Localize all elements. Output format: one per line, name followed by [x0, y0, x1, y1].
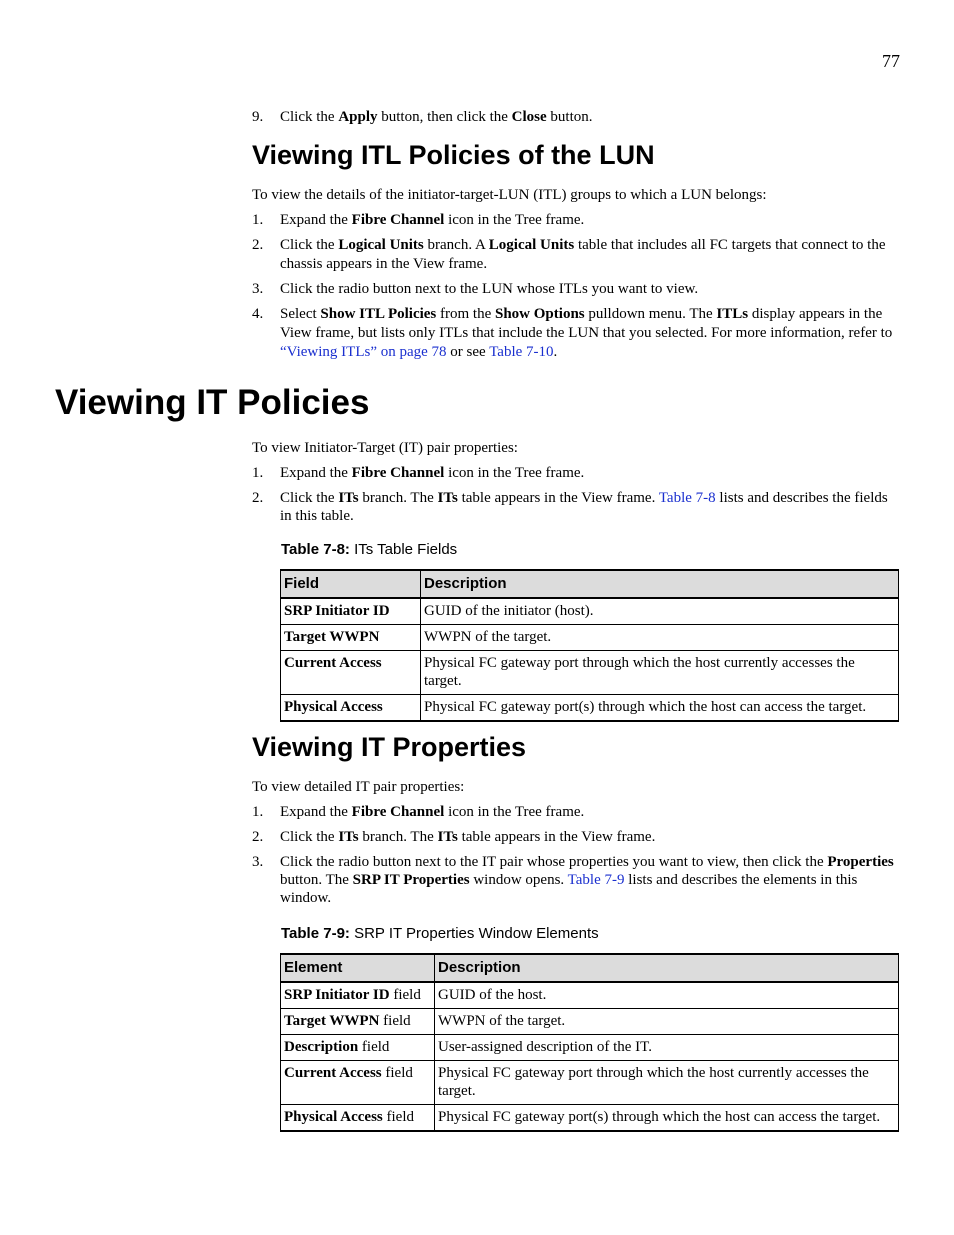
- text: table that includes all FC targets that connect to the chassis appears in the View frame.: [280, 237, 886, 272]
- its-table: [280, 569, 899, 722]
- table-row: [281, 1009, 899, 1035]
- field-cell: Current Access: [281, 651, 421, 695]
- field-suffix: field: [382, 1109, 414, 1125]
- text: Click the: [280, 109, 339, 125]
- caption-label: Table 7-9:: [281, 925, 350, 942]
- text: table appears in the View frame.: [457, 829, 656, 845]
- text: button. The: [280, 872, 353, 888]
- text: Click the radio button next to the IT pair whose properties you want to view, then click the: [280, 854, 828, 870]
- description-cell: Physical FC gateway port(s) through which the host can access the target.: [421, 695, 899, 722]
- link-table-7-8[interactable]: Table 7-8: [658, 490, 716, 506]
- bold-term: Show Options: [495, 306, 585, 322]
- heading-it-properties: Viewing IT Properties: [252, 732, 527, 762]
- table-row: [281, 1105, 899, 1132]
- element-cell: [281, 982, 435, 1009]
- it-policies-intro: To view Initiator-Target (IT) pair properties:: [252, 440, 518, 456]
- table-row: [281, 651, 899, 695]
- element-name: Target WWPN: [284, 1013, 380, 1029]
- text: Expand the: [280, 804, 352, 820]
- field-suffix: field: [381, 1065, 413, 1081]
- field-suffix: field: [358, 1039, 390, 1055]
- text: Click the: [280, 829, 339, 845]
- step-number: 1.: [252, 804, 264, 820]
- text: button, then click the: [377, 109, 512, 125]
- table-row: [281, 1061, 899, 1105]
- it-properties-step-2: [252, 828, 897, 846]
- text: button.: [546, 109, 593, 125]
- text: icon in the Tree frame.: [444, 465, 585, 481]
- text: window opens.: [469, 872, 568, 888]
- link-viewing-itls[interactable]: “Viewing ITLs” on page 78: [280, 344, 447, 360]
- element-name: Current Access: [284, 1065, 382, 1081]
- bold-term: Properties: [827, 854, 894, 870]
- field-cell: SRP Initiator ID: [281, 598, 421, 625]
- text: branch. A: [423, 237, 489, 253]
- page-number: 77: [882, 51, 900, 71]
- heading-it-policies: Viewing IT Policies: [55, 383, 370, 422]
- text: branch. The: [358, 829, 438, 845]
- description-cell: GUID of the host.: [435, 982, 899, 1009]
- text: Click the: [280, 237, 339, 253]
- table-row: [281, 625, 899, 651]
- table-header-row: [281, 570, 899, 598]
- text: Click the radio button next to the LUN whose ITLs you want to view.: [280, 281, 699, 297]
- description-cell: User-assigned description of the IT.: [435, 1035, 899, 1061]
- step-number: 3.: [252, 281, 264, 297]
- column-header: Field: [281, 570, 421, 598]
- itl-step-3: [252, 280, 897, 298]
- step-number: 3.: [252, 854, 264, 870]
- link-table-7-9[interactable]: Table 7-9: [567, 872, 625, 888]
- table-header-row: [281, 954, 899, 982]
- text: .: [553, 344, 558, 360]
- table-row: [281, 982, 899, 1009]
- element-cell: [281, 1105, 435, 1132]
- field-suffix: field: [379, 1013, 411, 1029]
- description-cell: GUID of the initiator (host).: [421, 598, 899, 625]
- description-cell: Physical FC gateway port(s) through which the host can access the target.: [435, 1105, 899, 1132]
- element-cell: [281, 1061, 435, 1105]
- text: from the: [436, 306, 495, 322]
- text: branch. The: [358, 490, 438, 506]
- text: lists and describes the fields in this table.: [280, 490, 888, 524]
- it-policies-step-1: [252, 464, 897, 482]
- step-number: 1.: [252, 465, 264, 481]
- description-cell: WWPN of the target.: [435, 1009, 899, 1035]
- element-name: SRP Initiator ID: [284, 987, 390, 1003]
- itl-step-1: [252, 211, 897, 229]
- caption-label: Table 7-8:: [281, 541, 350, 558]
- element-cell: [281, 1009, 435, 1035]
- bold-term: ITs: [437, 829, 458, 845]
- bold-term: Show ITL Policies: [320, 306, 437, 322]
- element-name: Description: [284, 1039, 359, 1055]
- step-number: 2.: [252, 237, 264, 253]
- it-policies-step-2: [252, 489, 897, 525]
- step-number: 9.: [252, 109, 264, 125]
- text: table appears in the View frame.: [457, 490, 659, 506]
- itl-step-2: [252, 236, 897, 274]
- table-row: [281, 1035, 899, 1061]
- itl-step-4: [252, 305, 897, 362]
- field-suffix: field: [389, 987, 421, 1003]
- text: icon in the Tree frame.: [444, 804, 585, 820]
- bold-term: Fibre Channel: [351, 804, 445, 820]
- it-properties-step-1: [252, 803, 897, 821]
- text: icon in the Tree frame.: [444, 212, 585, 228]
- heading-itl-policies: Viewing ITL Policies of the LUN: [252, 140, 655, 170]
- field-cell: Target WWPN: [281, 625, 421, 651]
- description-cell: Physical FC gateway port through which the host currently accesses the target.: [421, 651, 899, 695]
- column-header: Description: [435, 954, 899, 982]
- text: pulldown menu. The: [584, 306, 717, 322]
- bold-term: Logical Units: [488, 237, 575, 253]
- caption-text: ITs Table Fields: [349, 541, 458, 558]
- column-header: Element: [281, 954, 435, 982]
- table-row: [281, 695, 899, 722]
- description-cell: Physical FC gateway port through which the host currently accesses the target.: [435, 1061, 899, 1105]
- step-number: 2.: [252, 829, 264, 845]
- column-header: Description: [421, 570, 899, 598]
- bold-term: ITs: [338, 829, 359, 845]
- step-number: 2.: [252, 490, 264, 506]
- bold-term: ITLs: [716, 306, 749, 322]
- text: or see: [446, 344, 490, 360]
- caption-text: SRP IT Properties Window Elements: [349, 925, 599, 942]
- bold-term: Logical Units: [338, 237, 424, 253]
- text: Expand the: [280, 212, 352, 228]
- text: lists and describes the elements in this window.: [280, 872, 858, 906]
- element-cell: [281, 1035, 435, 1061]
- srp-it-properties-table: [280, 953, 899, 1132]
- table-7-8-caption: [281, 541, 457, 559]
- step-9: [252, 108, 897, 126]
- apply-label: Apply: [338, 109, 378, 125]
- bold-term: ITs: [338, 490, 359, 506]
- bold-term: SRP IT Properties: [352, 872, 470, 888]
- it-properties-intro: To view detailed IT pair properties:: [252, 779, 465, 795]
- text: Expand the: [280, 465, 352, 481]
- bold-term: Fibre Channel: [351, 465, 445, 481]
- table-7-9-caption: [281, 925, 599, 943]
- text: Select: [280, 306, 321, 322]
- description-cell: WWPN of the target.: [421, 625, 899, 651]
- bold-term: ITs: [437, 490, 458, 506]
- text: display appears in the View frame, but lists only ITLs that include the LUN that you selected. For more information, refer to: [280, 306, 893, 341]
- bold-term: Fibre Channel: [351, 212, 445, 228]
- text: Click the: [280, 490, 339, 506]
- link-table-7-10[interactable]: Table 7-10: [489, 344, 554, 360]
- step-number: 4.: [252, 306, 264, 322]
- step-number: 1.: [252, 212, 264, 228]
- table-row: [281, 598, 899, 625]
- element-name: Physical Access: [284, 1109, 383, 1125]
- itl-intro: To view the details of the initiator-target-LUN (ITL) groups to which a LUN belongs:: [252, 187, 767, 203]
- close-label: Close: [511, 109, 547, 125]
- it-properties-step-3: [252, 853, 897, 907]
- field-cell: Physical Access: [281, 695, 421, 722]
